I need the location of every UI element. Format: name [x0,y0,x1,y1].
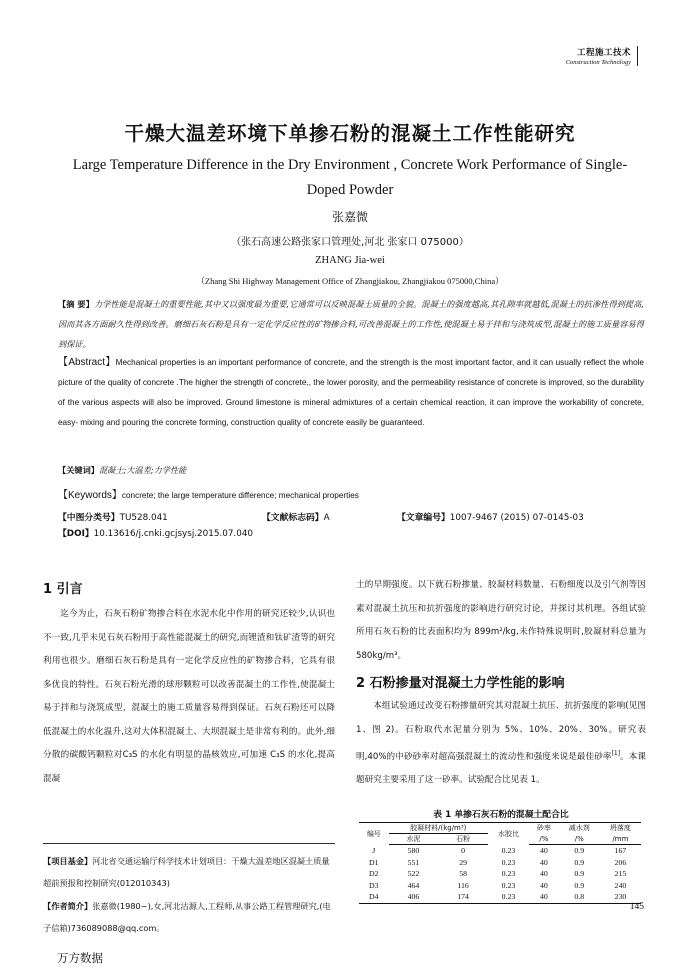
table-cell: 240 [614,880,627,890]
table-cell: 464 [407,880,420,890]
page-number: 145 [629,902,644,912]
table-cell: 406 [389,891,439,903]
table-cell: J [372,845,376,855]
clc-value: TU528.041 [119,513,168,523]
table-cell: 230 [600,891,641,903]
abstract-en-text: Mechanical properties is an important performance of concrete, and the strength is the most important factor, and it can usually reflect the whole picture of the quality of concrete .The higher the strength of concrete,, the lower porosity, and the permeability resistance of concrete is improved, so the durability of the various aspects will also be improved. Ground limestone is mineral admixtures of a certain chemical reaction, it can improve the workability of concrete, easy- mixing and pouring the concrete forming, construction quality of concrete easily be guaranteed. [58,358,644,427]
section2-text-a: 本组试验通过改变石粉掺量研究其对混凝土抗压、抗折强度的影响(见图 1、图 2)。石粉取代水泥量分别为 5%、10%、20%、30%。研究表明,40%的中砂砂率对超高强混凝土的流动性和强度来说是最佳砂率 [356,701,646,762]
table1-title: 表 1 单掺石灰石粉的混凝土配合比 [433,810,569,820]
table-cell: 40 [539,869,548,878]
table-cell: D3 [369,880,379,890]
article-number [397,510,584,523]
article-number-value: 1007-9467 (2015) 07-0145-03 [449,513,584,523]
table-cell: 40 [529,891,559,903]
table-cell: 29 [459,857,467,867]
author-name-en: ZHANG Jia-wei [315,255,385,266]
keywords-en-text: concrete; the large temperature difference; mechanical properties [121,491,359,500]
section2-title: 2 石粉掺量对混凝土力学性能的影响 [356,676,565,691]
author-footnote [43,895,335,939]
paper-title-cn: 干燥大温差环境下单掺石粉的混凝土工作性能研究 [124,122,576,145]
table-row [359,845,641,857]
section2-text-b: 。本课题研究主要采用了这一砂率。试验配合比见表 1。 [356,751,646,786]
abstract-en-label: 【Abstract】 [58,357,116,368]
table-cell: 0.9 [574,846,585,855]
fund-footnote [43,850,335,894]
col-sand-unit: /% [529,834,559,845]
paper-title-en: Large Temperature Difference in the Dry Environment , Concrete Work Performance of Single-Doped Powder [72,157,628,198]
section1-paragraph: 迄今为止，石灰石粉矿物掺合料在水泥水化中作用的研究还较少,认识也不一致,几乎未见石灰石粉用于高性能混凝土的研究,而锂渣和钛矿渣等的研究利用也很少。磨细石灰石粉是具有一定化学反应性的矿物掺合料，它具有很多优良的特性。石灰石粉光滑的球形颗粒可以改善混凝土的工作性,使混凝土易于拌和与浇筑成型，混凝土的施工质量容易得到保证。石灰石粉还可以降低混凝土的水化温升,这对大体积混凝土、大坝混凝土是非常有利的。此外,细分散的碳酸钙颗粒对C₃S 的水化有明显的晶核效应,可加速 C₃S 的水化,提高混凝 [43,609,335,784]
doc-code-value: A [323,513,330,523]
author-bio-text: 张嘉微(1980~),女,河北沽源人,工程师,从事公路工程管理研究,(电子信箱)736089088@qq.com。 [43,901,331,933]
table-cell: 0 [461,846,466,855]
doc-code [262,510,330,523]
table-cell: 0.8 [559,891,600,903]
keywords-en [58,486,644,501]
abstract-cn-label: 【摘 要】 [58,299,94,309]
table-cell: 0.23 [501,845,516,855]
col-slump-unit: /mm [600,834,641,845]
col-reducer-unit: /% [559,834,600,845]
table-cell: 0.23 [501,880,516,890]
table-row [359,891,641,903]
keywords-cn-label: 【关键词】 [58,465,99,475]
table-cell: 0.9 [574,857,585,867]
fund-text: 河北省交通运输厅科学技术计划项目：干燥大温差地区混凝土质量超前预报和控制研究(012010343) [43,856,330,888]
col-binder-group: 胶凝材料/(kg/m³) [389,823,488,834]
abstract-cn [58,294,644,354]
journal-name-cn: 工程施工技术 [576,48,631,58]
col-stone-powder: 石粉 [438,834,488,845]
section2-paragraph [356,695,646,793]
table-cell: D2 [369,869,379,878]
table-cell: 40 [539,846,548,855]
footnote-divider [43,843,335,844]
journal-name-en: Construction Technology [565,59,631,66]
left-column [43,578,335,791]
journal-header [566,46,638,66]
section1-title: 1 引言 [43,582,83,597]
clc-label: 【中图分类号】 [58,513,120,523]
table-cell: D1 [369,857,379,867]
table-cell: 0.23 [488,891,529,903]
affiliation-cn: （张石高速公路张家口管理处,河北 张家口 075000） [231,237,469,248]
table-cell: 0.9 [574,869,585,878]
col-number: 编号 [359,823,389,845]
author-name-cn: 张嘉微 [331,210,368,224]
table-cell: D4 [359,891,389,903]
mix-proportion-table [359,822,641,904]
clc-number [58,510,168,523]
doc-code-label: 【文献标志码】 [262,513,324,523]
watermark: 万方数据 [57,951,103,965]
abstract-cn-text: 力学性能是混凝土的重要性能,其中又以强度最为重要,它通常可以反映混凝土质量的全貌。混凝土的强度越高,其孔隙率就越低,混凝土的抗渗性得到提高,因而其各方面耐久性得到改善。磨细石灰石粉是具有一定化学反应性的矿物掺合料,可改善混凝土的工作性,使混凝土易于拌和与浇筑成型,混凝土的施工质量容易得到保证。 [58,299,644,349]
table-cell: 58 [459,869,467,878]
abstract-en [58,353,644,433]
table-row [359,880,641,892]
table-row [359,868,641,880]
table-cell: 215 [614,869,627,878]
doi-value: 10.13616/j.cnki.gcjsysj.2015.07.040 [93,529,254,539]
author-bio-label: 【作者简介】 [43,901,93,911]
doi-label: 【DOI】 [58,529,94,539]
keywords-cn-text: 混凝土;大温差;力学性能 [98,465,187,475]
col-sand-ratio: 砂率 [529,823,559,834]
citation-ref: [1] [611,750,621,757]
table-cell: 0.23 [501,857,516,867]
affiliation-en: （Zhang Shi Highway Management Office of Zhangjiakou, Zhangjiakou 075000,China） [196,276,504,286]
table-cell: 116 [457,880,469,890]
continuation-paragraph: 土的早期强度。以下就石粉掺量、胶凝材料数量、石粉细度以及引气剂等因素对混凝土抗压和抗折强度的影响进行研究讨论，并探讨其机理。各组试验所用石灰石粉的比表面积均为 899m²/kg,未作特殊说明时,胶凝材料总量为 580kg/m³。 [356,580,646,661]
col-slump: 坍落度 [600,823,641,834]
col-reducer: 减水剂 [559,823,600,834]
table-cell: 167 [614,846,627,855]
keywords-en-label: 【Keywords】 [58,490,122,501]
keywords-cn [58,465,644,476]
doi [58,526,253,539]
col-wb-ratio: 水胶比 [488,823,529,845]
table-row [359,857,641,869]
table-cell: 580 [407,846,420,855]
article-number-label: 【文章编号】 [397,513,450,523]
table-cell: 522 [407,869,420,878]
table-cell: 551 [407,857,420,867]
table-cell: 0.23 [501,869,516,878]
table-cell: 174 [438,891,488,903]
table-cell: 40 [539,880,548,890]
right-column [356,574,646,793]
fund-label: 【项目基金】 [43,856,93,866]
col-cement: 水泥 [389,834,439,845]
table-cell: 40 [539,857,548,867]
table-cell: 206 [614,857,627,867]
table-cell: 0.9 [574,880,585,890]
